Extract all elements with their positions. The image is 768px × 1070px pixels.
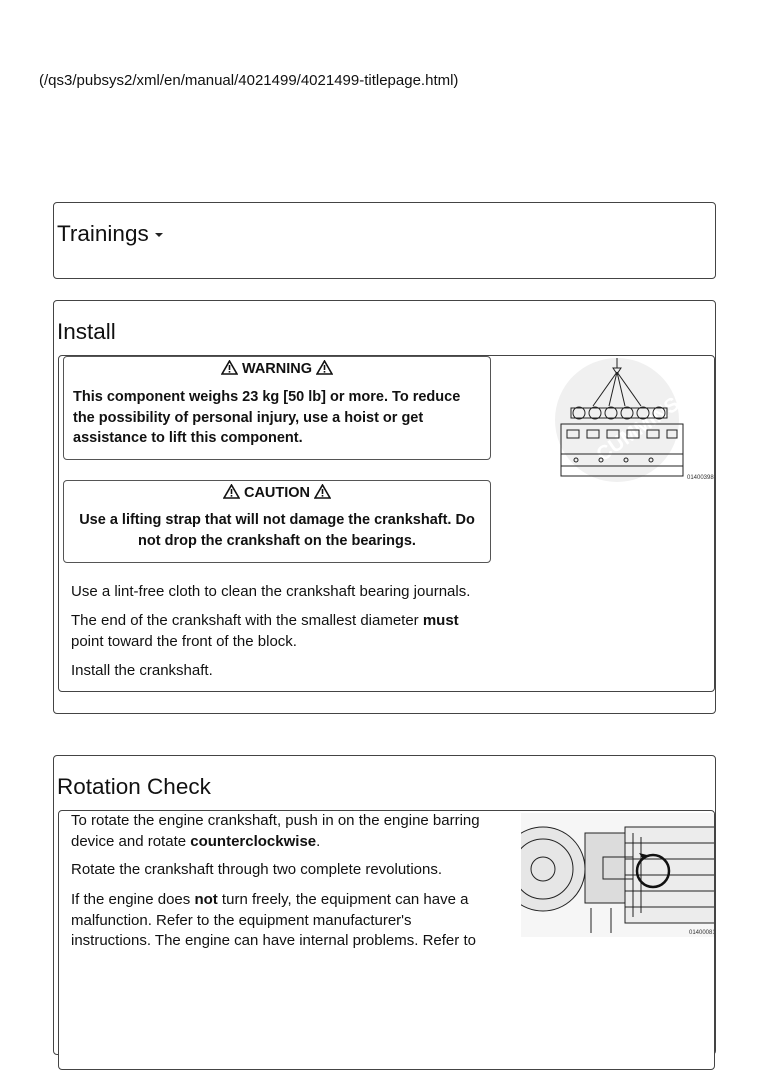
trainings-title[interactable]: Trainings	[57, 221, 149, 246]
p1-text-a: To rotate the engine crankshaft, push in on the engine barring device and rotate	[71, 812, 480, 850]
warning-triangle-icon	[316, 360, 333, 375]
rotation-step-revolutions: Rotate the crankshaft through two complete revolutions.	[71, 861, 443, 878]
rotation-title: Rotation Check	[57, 774, 211, 799]
crankshaft-hoist-figure	[521, 358, 715, 482]
warning-label: WARNING	[241, 361, 313, 377]
install-step-clean: Use a lint-free cloth to clean the crankshaft bearing journals.	[71, 583, 471, 600]
install-step-install: Install the crankshaft.	[71, 662, 213, 679]
rotation-step-barring	[71, 811, 491, 852]
rotation-panel	[53, 755, 716, 1055]
p1-text-b: .	[316, 832, 321, 850]
caret-down-icon[interactable]	[155, 233, 163, 237]
figure-code: 01400398	[687, 475, 714, 481]
caution-heading	[64, 484, 490, 501]
p3-bold: not	[194, 891, 218, 908]
warning-heading	[64, 360, 490, 377]
rotation-figure-code: 01400081	[689, 930, 716, 936]
caution-triangle-icon	[223, 484, 240, 499]
trainings-dropdown[interactable]	[57, 221, 163, 247]
url-text[interactable]: (/qs3/pubsys2/xml/en/manual/4021499/4021499-titlepage.html)	[39, 72, 459, 89]
warning-triangle-icon	[221, 360, 238, 375]
rotation-step-malfunction	[71, 890, 491, 952]
barring-device-figure	[521, 813, 715, 937]
caution-box	[63, 480, 491, 563]
p3-text-b: turn freely, the equipment can have a malfunction. Refer to the equipment manufacturer's instructions. The engine can have internal problems. Refer to	[71, 891, 476, 949]
figure-watermark: CUMMINS	[592, 393, 684, 467]
p1-bold: counterclockwise	[190, 832, 317, 850]
step2-bold: must	[422, 612, 459, 629]
p3-text-a: If the engine does	[71, 891, 195, 908]
install-content	[58, 355, 715, 692]
caution-triangle-icon	[314, 484, 331, 499]
install-title: Install	[57, 319, 116, 344]
step2-text-b: point toward the front of the block.	[71, 632, 297, 650]
rotation-content	[58, 810, 715, 1070]
step2-text-a: The end of the crankshaft with the smallest diameter	[71, 612, 423, 629]
warning-box	[63, 356, 491, 460]
warning-text: This component weighs 23 kg [50 lb] or more. To reduce the possibility of personal injury, use a hoist or get assistance to lift this component.	[73, 389, 461, 446]
trainings-panel	[53, 202, 716, 279]
caution-text: Use a lifting strap that will not damage the crankshaft. Do not drop the crankshaft on the bearings.	[79, 512, 475, 549]
install-panel	[53, 300, 716, 714]
install-step-orientation	[71, 611, 491, 652]
caution-label: CAUTION	[243, 485, 311, 501]
